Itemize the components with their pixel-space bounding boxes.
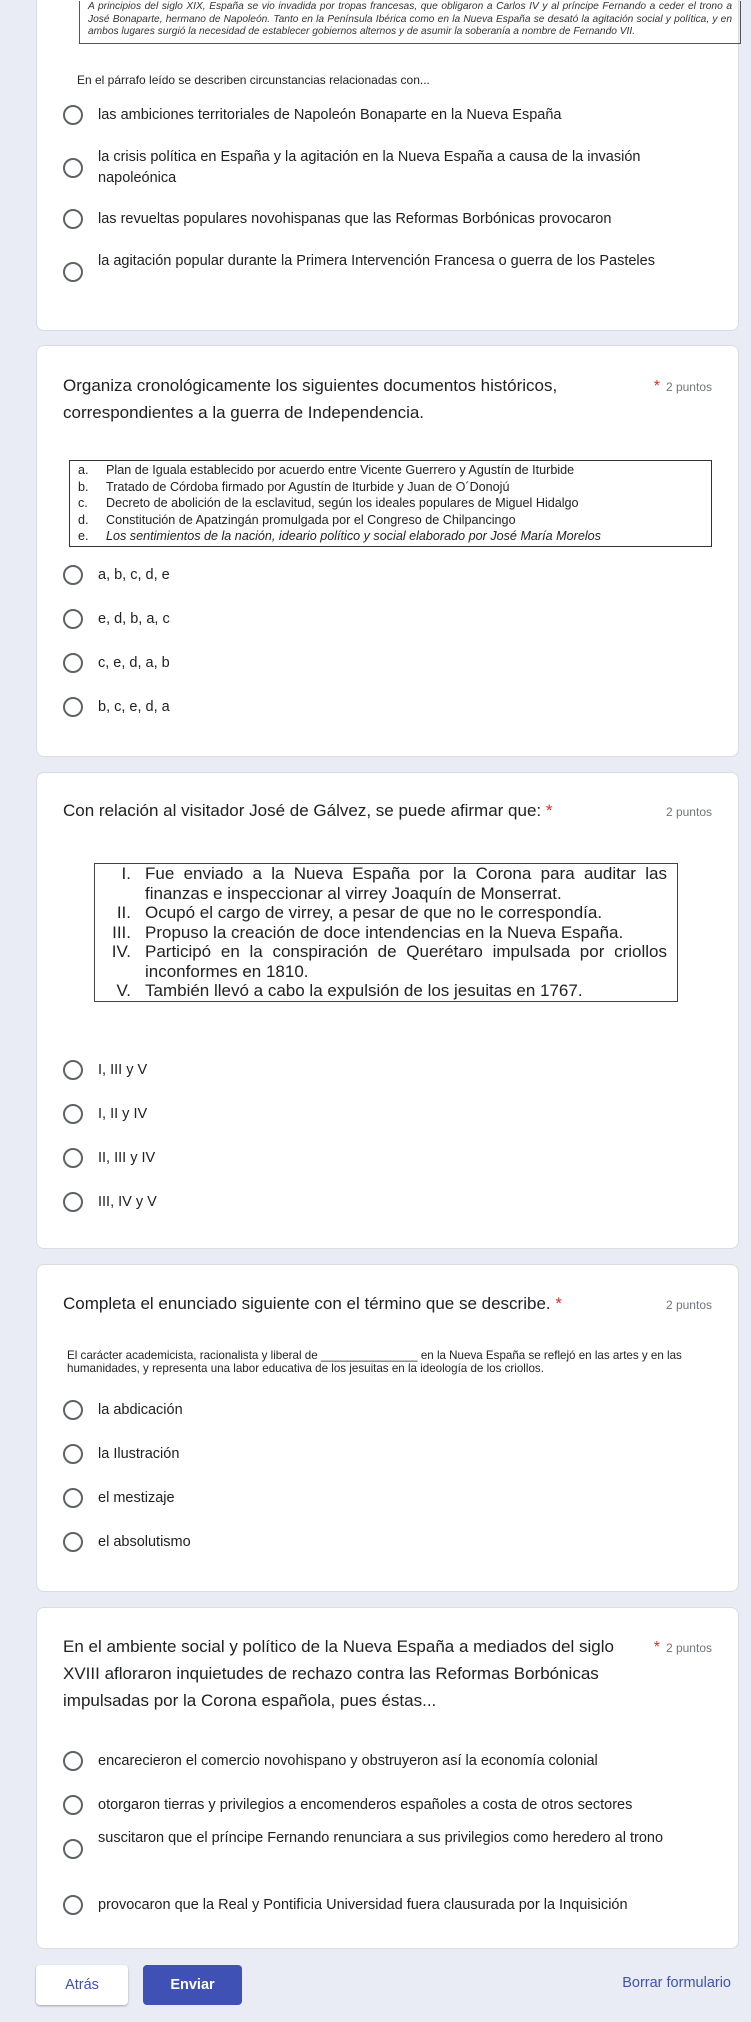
q1-option-4[interactable] — [63, 251, 703, 282]
q1-option-3[interactable] — [63, 209, 703, 229]
radio-button[interactable] — [63, 1104, 83, 1124]
q1-option-2[interactable] — [63, 147, 703, 189]
radio-button[interactable] — [63, 1148, 83, 1168]
q2-option-1[interactable] — [63, 565, 703, 585]
fill-in-statement: El carácter academicista, racionalista y liberal de _______________ en la Nueva España se reflejó en las artes y en las humanidades, y representa una labor educativa de los jesuitas en la ideología de los criollos. — [67, 1349, 682, 1375]
radio-button[interactable] — [63, 105, 83, 125]
statements-list — [94, 863, 678, 1002]
statement-item — [103, 942, 667, 981]
radio-button[interactable] — [63, 565, 83, 585]
option-label: e, d, b, a, c — [98, 611, 170, 627]
doc-text-italic: Los sentimientos de la nación — [106, 529, 272, 543]
question-5-points — [654, 1639, 712, 1657]
option-label: c, e, d, a, b — [98, 655, 170, 671]
question-card-5 — [36, 1607, 739, 1949]
option-label: a, b, c, d, e — [98, 567, 170, 583]
radio-button[interactable] — [63, 1060, 83, 1080]
doc-letter: c. — [78, 496, 88, 510]
document-item — [78, 495, 703, 512]
points-text: 2 puntos — [665, 380, 712, 394]
option-label: el mestizaje — [98, 1490, 175, 1506]
question-1-excerpt: A principios del siglo XIX, España se vio invadida por tropas francesas, que obligaron a Carlos IV y al príncipe Fernando a ceder el trono a José Bonaparte, hermano de Napoleón. Tanto en la Península Ibérica como en la Nueva España se desató la agitación social y política, y en ambos lugares surgió la necesidad de establecer gobiernos alternos y de asumir la soberanía a nombre de Fernando VII. — [79, 1, 741, 44]
q3-option-3[interactable] — [63, 1148, 703, 1168]
doc-text: Plan de Iguala establecido por acuerdo entre Vicente Guerrero y Agustín de Iturbide — [106, 463, 575, 477]
question-3-title — [63, 797, 623, 824]
question-4-points: 2 puntos — [665, 1298, 712, 1312]
question-title-text: Completa el enunciado siguiente con el término que se describe. — [63, 1294, 551, 1313]
q5-option-1[interactable] — [63, 1751, 703, 1771]
radio-button[interactable] — [63, 609, 83, 629]
statement-item — [103, 981, 667, 1001]
option-label: las revueltas populares novohispanas que las Reformas Borbónicas provocaron — [98, 211, 612, 227]
option-label: III, IV y V — [98, 1194, 157, 1210]
doc-text: Decreto de abolición de la esclavitud, según los ideales populares de Miguel Hidalgo — [106, 496, 579, 510]
statement-text: Participó en la conspiración de Querétaro impulsada por criollos inconformes en 1810. — [145, 942, 667, 981]
documents-list — [69, 460, 712, 547]
points-text: 2 puntos — [665, 1641, 712, 1655]
option-label: I, III y V — [98, 1062, 148, 1078]
question-2-title — [63, 372, 623, 426]
required-asterisk: * — [545, 801, 553, 820]
radio-button[interactable] — [63, 262, 83, 282]
option-label: la agitación popular durante la Primera Intervención Francesa o guerra de los Pasteles — [98, 253, 655, 269]
question-title-text: En el ambiente social y político de la Nueva España a mediados del siglo XVIII afloraron inquietudes de rechazo contra las Reformas Borbónicas impulsadas por la Corona española, pues éstas... — [63, 1637, 614, 1710]
q1-option-1[interactable] — [63, 105, 703, 125]
radio-button[interactable] — [63, 1400, 83, 1420]
statement-text: Propuso la creación de doce intendencias en la Nueva España. — [145, 922, 624, 942]
question-1-stem: En el párrafo leído se describen circunstancias relacionadas con... — [77, 73, 430, 87]
required-asterisk: * — [555, 1294, 562, 1313]
statement-number: IV. — [111, 942, 131, 961]
q2-option-4[interactable] — [63, 697, 703, 717]
required-asterisk: * — [653, 1639, 660, 1656]
question-3-points: 2 puntos — [665, 805, 712, 819]
option-label: suscitaron que el príncipe Fernando renunciara a sus privilegios como heredero al trono — [98, 1830, 664, 1846]
q5-option-2[interactable] — [63, 1795, 703, 1815]
radio-button[interactable] — [63, 1532, 83, 1552]
clear-form-link[interactable]: Borrar formulario — [622, 1975, 731, 1991]
q3-option-2[interactable] — [63, 1104, 703, 1124]
radio-button[interactable] — [63, 1192, 83, 1212]
radio-button[interactable] — [63, 697, 83, 717]
option-label: encarecieron el comercio novohispano y obstruyeron así la economía colonial — [98, 1753, 598, 1769]
question-card-2 — [36, 345, 739, 757]
statement-number: III. — [112, 922, 131, 942]
option-label: el absolutismo — [98, 1534, 191, 1550]
option-label: I, II y IV — [98, 1106, 148, 1122]
doc-text: Constitución de Apatzingán promulgada por el Congreso de Chilpancingo — [106, 512, 516, 527]
question-5-title — [63, 1633, 633, 1714]
q3-option-1[interactable] — [63, 1060, 703, 1080]
radio-button[interactable] — [63, 1839, 83, 1859]
statement-item — [103, 903, 667, 923]
option-label: las ambiciones territoriales de Napoleón Bonaparte en la Nueva España — [98, 107, 562, 123]
question-card-4 — [36, 1264, 739, 1592]
q3-option-4[interactable] — [63, 1192, 703, 1212]
q2-option-2[interactable] — [63, 609, 703, 629]
submit-button[interactable]: Enviar — [143, 1965, 242, 2005]
option-label: la Ilustración — [98, 1446, 180, 1462]
document-item — [78, 479, 703, 496]
doc-letter: e. — [78, 529, 89, 543]
radio-button[interactable] — [63, 158, 83, 178]
option-label: la crisis política en España y la agitación en la Nueva España a causa de la invasión napoleónica — [98, 149, 641, 186]
statement-number: I. — [121, 864, 131, 883]
option-label: provocaron que la Real y Pontificia Universidad fuera clausurada por la Inquisición — [98, 1897, 628, 1913]
doc-letter: a. — [78, 463, 89, 477]
option-label: otorgaron tierras y privilegios a encomenderos españoles a costa de otros sectores — [98, 1797, 633, 1813]
question-title-text: Organiza cronológicamente los siguientes documentos históricos, correspondientes a la guerra de Independencia. — [63, 376, 558, 422]
statement-item — [103, 923, 667, 943]
doc-text: Tratado de Córdoba firmado por Agustín de Iturbide y Juan de O´Donojú — [106, 479, 510, 494]
statement-number: II. — [116, 903, 131, 922]
statement-text: Ocupó el cargo de virrey, a pesar de que no le correspondía. — [145, 903, 603, 922]
doc-letter: b. — [78, 479, 89, 494]
q4-option-2[interactable] — [63, 1444, 703, 1464]
question-4-title — [63, 1290, 623, 1317]
doc-text — [106, 528, 601, 545]
radio-button[interactable] — [63, 209, 83, 229]
radio-button[interactable] — [63, 1444, 83, 1464]
statement-item — [103, 864, 667, 903]
q2-option-3[interactable] — [63, 653, 703, 673]
doc-text-rest: , ideario político y social elaborado por José María Morelos — [271, 529, 601, 543]
radio-button[interactable] — [63, 1895, 83, 1915]
document-item — [78, 528, 703, 545]
q5-option-4[interactable] — [63, 1895, 703, 1915]
option-label: la abdicación — [98, 1402, 183, 1418]
statement-number: V. — [116, 981, 131, 1000]
question-card-3 — [36, 772, 739, 1249]
option-label: b, c, e, d, a — [98, 699, 170, 715]
doc-letter: d. — [78, 512, 89, 527]
radio-button[interactable] — [63, 1795, 83, 1815]
required-asterisk: * — [653, 378, 660, 395]
q5-option-3[interactable] — [63, 1828, 703, 1859]
document-item — [78, 462, 703, 479]
question-2-points — [654, 378, 712, 396]
question-card-1 — [36, 0, 739, 331]
q4-option-3[interactable] — [63, 1488, 703, 1508]
radio-button[interactable] — [63, 1488, 83, 1508]
option-label: II, III y IV — [98, 1150, 156, 1166]
document-item — [78, 512, 703, 529]
radio-button[interactable] — [63, 653, 83, 673]
back-button[interactable]: Atrás — [36, 1965, 128, 2005]
q4-option-4[interactable] — [63, 1532, 703, 1552]
question-title-text: Con relación al visitador José de Gálvez, se puede afirmar que: — [63, 801, 542, 820]
radio-button[interactable] — [63, 1751, 83, 1771]
statement-text: Fue enviado a la Nueva España por la Corona para auditar las finanzas e inspeccionar al virrey Joaquín de Monserrat. — [145, 864, 667, 903]
statement-text: También llevó a cabo la expulsión de los jesuitas en 1767. — [145, 981, 583, 1000]
q4-option-1[interactable] — [63, 1400, 703, 1420]
